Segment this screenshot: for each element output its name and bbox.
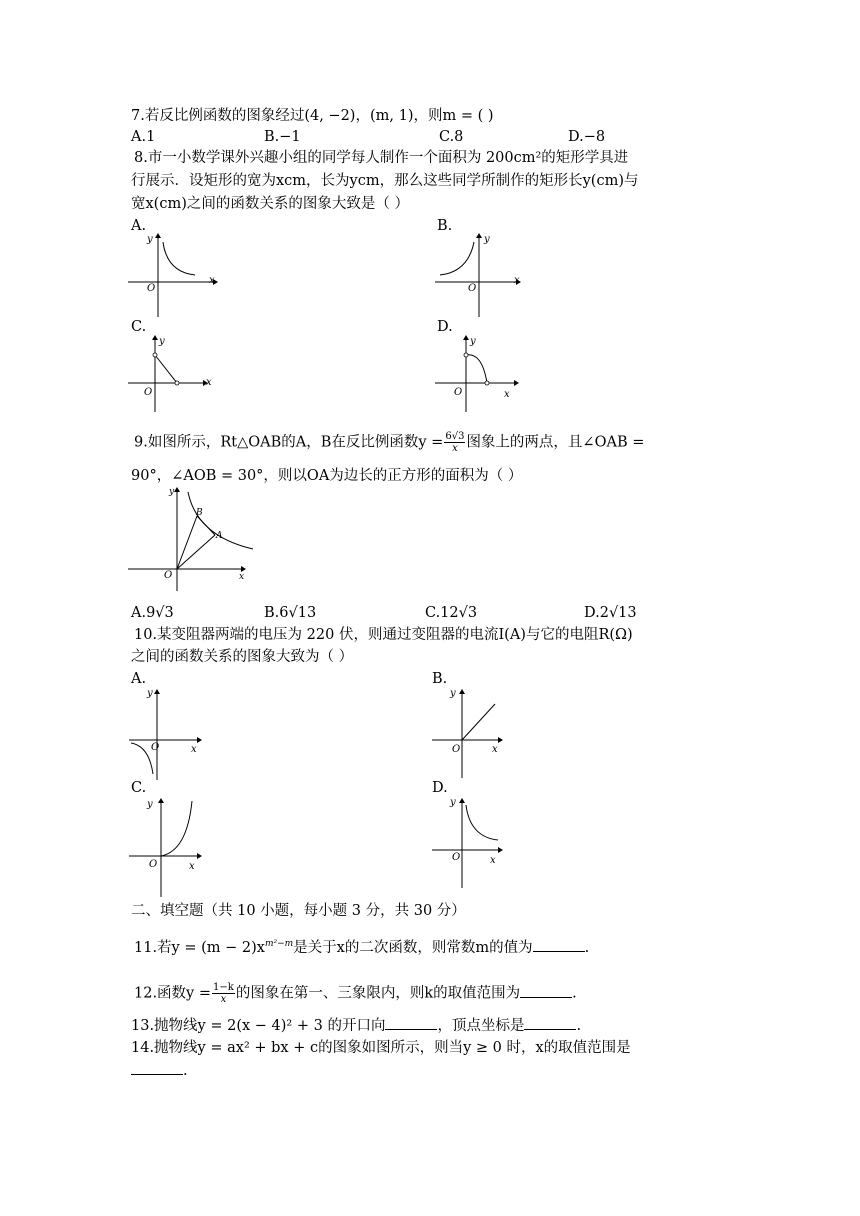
q7-option-c: C.8 <box>439 129 464 145</box>
q9-fraction <box>444 431 465 454</box>
q10-line1: 10.某变阻器两端的电压为 220 伏，则通过变阻器的电流I(A)与它的电阻R(Ω) <box>134 627 633 643</box>
q9-option-a: A.9√3 <box>131 605 174 621</box>
origin-label: O <box>149 859 158 870</box>
y-axis-label: y <box>450 688 456 699</box>
q9-option-d: D.2√13 <box>584 605 637 621</box>
q7-option-d: D.−8 <box>568 129 606 145</box>
q10-graph-a <box>125 684 225 784</box>
y-axis-label: y <box>470 336 476 347</box>
q10-option-c: C. <box>131 780 147 796</box>
q8-option-b: B. <box>437 218 453 234</box>
origin-label: O <box>468 283 477 294</box>
origin-label: O <box>144 387 153 398</box>
y-axis-label: y <box>147 234 153 245</box>
q12-frac-num: 1−k <box>213 982 234 993</box>
q9-frac-num: 6√3 <box>445 431 465 442</box>
x-axis-label: x <box>492 744 498 755</box>
q11-answer-blank[interactable] <box>533 938 585 952</box>
q9-prefix: 9.如图所示，Rt△OAB的A，B在反比例函数y = <box>134 434 444 451</box>
q8-graph-b <box>432 232 532 322</box>
q12-frac-den: x <box>220 994 227 1005</box>
origin-label: O <box>147 283 156 294</box>
q10-option-a: A. <box>131 671 147 687</box>
x-axis-label: x <box>504 389 510 400</box>
q8-graph-c <box>125 334 225 414</box>
q9-line1 <box>134 431 644 454</box>
x-axis-label: x <box>514 275 520 286</box>
q8-line2: 行展示．设矩形的宽为xcm，长为ycm，那么这些同学所制作的矩形长y(cm)与 <box>131 173 639 189</box>
x-axis-label: x <box>209 275 215 286</box>
y-axis-label: y <box>147 799 153 810</box>
q14-answer-blank[interactable] <box>131 1061 183 1075</box>
x-axis-label: x <box>239 572 245 582</box>
q13-direction-blank[interactable] <box>385 1016 437 1030</box>
origin-label: O <box>454 387 463 398</box>
q12-line <box>134 982 577 1005</box>
q9-figure <box>125 486 265 596</box>
origin-label: O <box>151 742 160 753</box>
x-axis-label: x <box>206 377 212 388</box>
q8-option-c: C. <box>131 319 147 335</box>
q12-end: . <box>572 985 577 1002</box>
q13-vertex-blank[interactable] <box>524 1016 576 1030</box>
q13-mid: ，顶点坐标是 <box>437 1018 525 1034</box>
q10-line2: 之间的函数关系的图象大致为（ ） <box>131 649 354 665</box>
q11-end: . <box>584 939 590 956</box>
q10-option-d: D. <box>432 780 448 796</box>
q12-suffix: 的图象在第一、三象限内，则k的取值范围为 <box>235 985 521 1002</box>
q8-graph-a <box>125 232 225 322</box>
q8-line3: 宽x(cm)之间的函数关系的图象大致是（ ） <box>131 196 409 212</box>
q10-graph-c <box>125 793 225 903</box>
q7-option-b: B.−1 <box>264 129 301 145</box>
q9-suffix: 图象上的两点，且∠OAB = <box>466 434 645 451</box>
x-axis-label: x <box>490 855 496 866</box>
section-2-title: 二、填空题（共 10 小题，每小题 3 分，共 30 分） <box>131 903 466 919</box>
q10-graph-b <box>428 684 528 784</box>
q12-prefix: 12.函数y = <box>134 985 212 1002</box>
q11-suffix: 是关于x的二次函数，则常数m的值为 <box>293 939 533 956</box>
q13-prefix: 13.抛物线y = 2(x − 4)² + 3 的开口向 <box>131 1018 386 1034</box>
q7-option-a: A.1 <box>131 129 156 145</box>
q10-option-b: B. <box>432 671 448 687</box>
q12-answer-blank[interactable] <box>520 984 572 998</box>
q9-option-c: C.12√3 <box>425 605 478 621</box>
x-axis-label: x <box>189 861 195 872</box>
point-a-label: A <box>216 531 223 541</box>
q11-exponent: m²−m <box>264 939 294 949</box>
q13-end: . <box>576 1018 582 1034</box>
q9-frac-den: x <box>452 443 458 454</box>
q8-option-d: D. <box>437 319 453 335</box>
q14-line2 <box>131 1061 188 1080</box>
q11-line <box>134 935 589 957</box>
q8-line1: 8.市一小数学课外兴趣小组的同学每人制作一个面积为 200cm²的矩形学具进 <box>134 150 629 166</box>
q14-end: . <box>183 1063 188 1079</box>
q13-line <box>131 1016 581 1035</box>
q8-graph-d <box>432 334 532 414</box>
q9-line2: 90°，∠AOB = 30°，则以OA为边长的正方形的面积为（ ） <box>131 468 523 484</box>
x-axis-label: x <box>191 744 197 755</box>
y-axis-label: y <box>147 688 153 699</box>
q9-option-b: B.6√13 <box>264 605 317 621</box>
point-b-label: B <box>196 508 203 518</box>
origin-label: O <box>452 744 461 755</box>
q11-prefix: 11.若y = (m − 2)x <box>134 939 265 956</box>
q12-fraction <box>212 982 235 1005</box>
origin-label: O <box>452 852 461 863</box>
q7-stem: 7.若反比例函数的图象经过(4, −2)，(m, 1)，则m = ( ) <box>131 108 494 124</box>
y-axis-label: y <box>159 336 165 347</box>
y-axis-label: y <box>169 487 175 497</box>
y-axis-label: y <box>484 234 490 245</box>
origin-label: O <box>164 570 173 581</box>
y-axis-label: y <box>450 797 456 808</box>
q14-line1: 14.抛物线y = ax² + bx + c的图象如图所示，则当y ≥ 0 时，x的取值范围是 <box>131 1040 631 1056</box>
q10-graph-d <box>428 793 528 893</box>
q8-option-a: A. <box>131 218 147 234</box>
